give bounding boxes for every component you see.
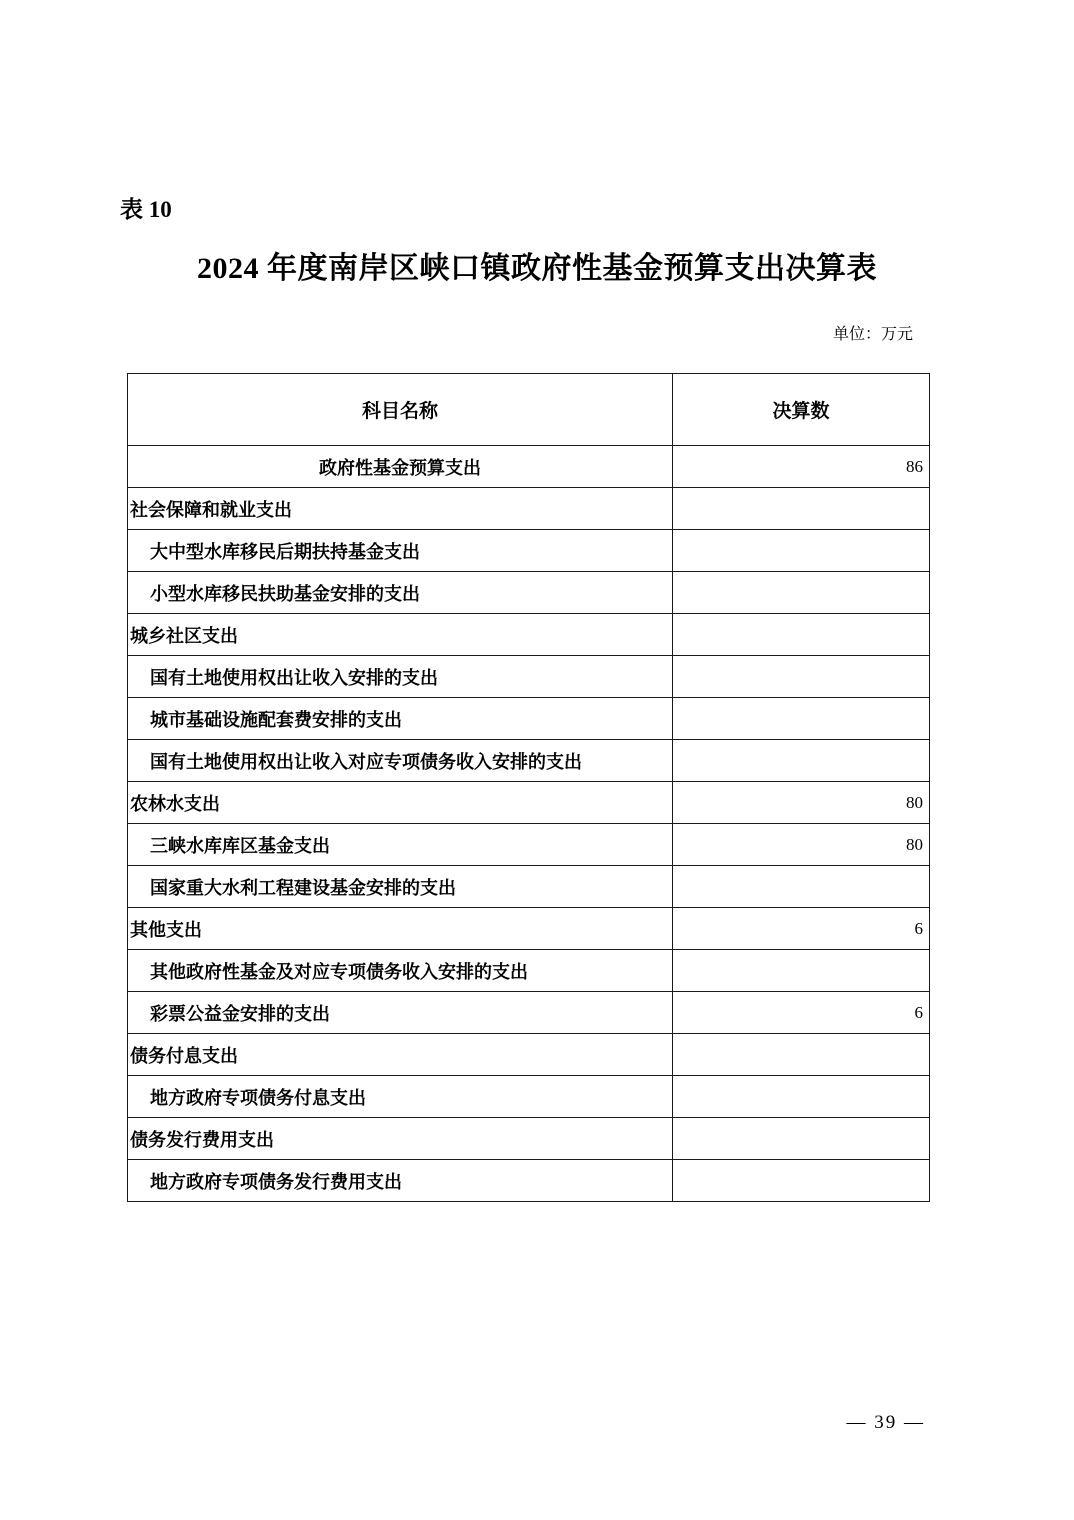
table-row — [128, 782, 930, 824]
table-row — [128, 572, 930, 614]
amount-cell — [673, 950, 930, 992]
table-row — [128, 992, 930, 1034]
table-row — [128, 446, 930, 488]
subject-cell: 城市基础设施配套费安排的支出 — [128, 698, 673, 740]
page-title: 2024 年度南岸区峡口镇政府性基金预算支出决算表 — [197, 252, 877, 285]
subject-cell: 彩票公益金安排的支出 — [128, 992, 673, 1034]
table-label: 表 10 — [120, 197, 172, 222]
subject-cell: 小型水库移民扶助基金安排的支出 — [128, 572, 673, 614]
subject-cell: 国家重大水利工程建设基金安排的支出 — [128, 866, 673, 908]
subject-cell: 城乡社区支出 — [128, 614, 673, 656]
table-row — [128, 1076, 930, 1118]
subject-cell: 国有土地使用权出让收入对应专项债务收入安排的支出 — [128, 740, 673, 782]
budget-table — [127, 373, 930, 1202]
table-row — [128, 698, 930, 740]
subject-cell: 政府性基金预算支出 — [128, 446, 673, 488]
amount-cell — [673, 488, 930, 530]
column-header-subject: 科目名称 — [128, 374, 673, 446]
subject-cell: 地方政府专项债务付息支出 — [128, 1076, 673, 1118]
amount-cell — [673, 698, 930, 740]
subject-cell: 大中型水库移民后期扶持基金支出 — [128, 530, 673, 572]
table-row — [128, 1118, 930, 1160]
table-row — [128, 1034, 930, 1076]
page-number: — 39 — — [846, 1412, 925, 1433]
table-header-row — [128, 374, 930, 446]
table-row — [128, 740, 930, 782]
amount-cell: 6 — [673, 992, 930, 1034]
amount-cell: 80 — [673, 824, 930, 866]
column-header-amount: 决算数 — [673, 374, 930, 446]
table-row — [128, 614, 930, 656]
subject-cell: 债务付息支出 — [128, 1034, 673, 1076]
amount-cell: 86 — [673, 446, 930, 488]
table-row — [128, 1160, 930, 1202]
amount-cell — [673, 1076, 930, 1118]
amount-cell — [673, 614, 930, 656]
table-row — [128, 866, 930, 908]
subject-cell: 国有土地使用权出让收入安排的支出 — [128, 656, 673, 698]
amount-cell — [673, 656, 930, 698]
subject-cell: 三峡水库库区基金支出 — [128, 824, 673, 866]
amount-cell — [673, 572, 930, 614]
amount-cell — [673, 1118, 930, 1160]
amount-cell — [673, 1160, 930, 1202]
table-row — [128, 488, 930, 530]
subject-cell: 其他支出 — [128, 908, 673, 950]
amount-cell — [673, 1034, 930, 1076]
table-row — [128, 824, 930, 866]
table-body — [128, 446, 930, 1202]
amount-cell — [673, 866, 930, 908]
table-row — [128, 950, 930, 992]
subject-cell: 地方政府专项债务发行费用支出 — [128, 1160, 673, 1202]
subject-cell: 债务发行费用支出 — [128, 1118, 673, 1160]
subject-cell: 社会保障和就业支出 — [128, 488, 673, 530]
subject-cell: 其他政府性基金及对应专项债务收入安排的支出 — [128, 950, 673, 992]
amount-cell: 6 — [673, 908, 930, 950]
amount-cell: 80 — [673, 782, 930, 824]
subject-cell: 农林水支出 — [128, 782, 673, 824]
unit-note: 单位：万元 — [832, 326, 913, 343]
amount-cell — [673, 740, 930, 782]
table-row — [128, 656, 930, 698]
table-row — [128, 530, 930, 572]
table-row — [128, 908, 930, 950]
amount-cell — [673, 530, 930, 572]
